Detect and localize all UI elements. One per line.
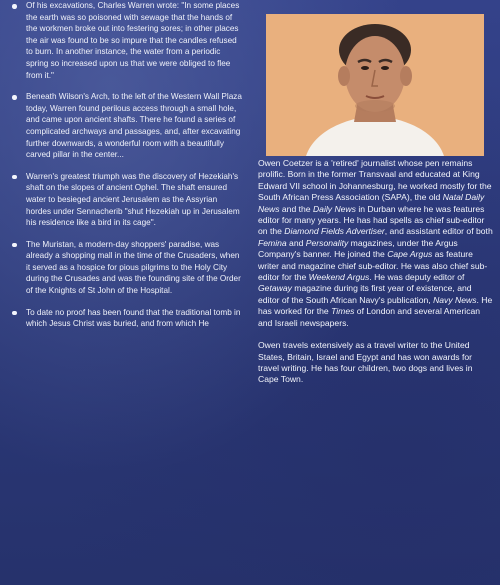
bio-text-segment: and the — [279, 203, 313, 214]
author-portrait-image — [266, 14, 484, 156]
publication-name: Femina — [258, 237, 287, 248]
bullet-text: Beneath Wilson's Arch, to the left of the Western Wall Plaza today, Warren found perilous access through a small hole, and came upon ancient shafts. There he found a series of complicated archways and passages, and, after excavating further downwards, a wonderful room with a beautifully carved pillar in the center... — [26, 92, 242, 160]
bullet-text: The Muristan, a modern-day shoppers' paradise, was already a shopping mall in the time of the Crusaders, when it served as a hospice for pious pilgrims to the Holy City during the Crusades and was the founding site of the Order of the Knights of St John of the Hospital. — [26, 239, 241, 296]
publication-name: Daily News — [312, 203, 356, 214]
bullet-text: Warren's greatest triumph was the discovery of Hezekiah's shaft on the slopes of ancient Ophel. The shaft ensured water to besieged ancient Jerusalem as the Assyrian hordes under Sennacherib "shut Hezekiah up in Jerusalem his residence like a bird in its cage". — [26, 171, 240, 228]
bio-text-segment: magazine during its first year of existence, and editor of the South African Navy's publication, — [258, 283, 472, 305]
bio-paragraph-1 — [258, 158, 494, 329]
bullet-item — [8, 171, 244, 229]
bio-text-segment: , and assistant editor of both — [384, 226, 493, 237]
facts-column — [0, 0, 248, 585]
publication-name: Personality — [305, 237, 349, 248]
publication-name: Navy News — [433, 294, 477, 305]
facts-bullet-list — [8, 0, 244, 340]
bullet-item — [8, 307, 244, 330]
publication-name: Cape Argus — [387, 249, 433, 260]
publication-name: Natal Daily News — [258, 192, 485, 214]
bio-paragraph-2: Owen travels extensively as a travel writer to the United States, Britain, Israel and Egypt and has won awards for travel writing. He has four children, two dogs and lives in Cape Town. — [258, 340, 473, 385]
bullet-text: Of his excavations, Charles Warren wrote: "In some places the earth was so poisoned with sewage that the hands of the workmen broke out into festering sores; in other places the air was found to be so impure that the candles refused to burn. In another instance, the water from a periodic spring so increased upon us that we were obliged to flee from it." — [26, 1, 240, 80]
bio-text-segment: . He was deputy editor of — [369, 272, 465, 283]
publication-name: Weekend Argus — [308, 272, 370, 283]
bio-text-segment: of London and several American and Israeli newspapers. — [258, 306, 481, 328]
author-bio — [258, 158, 494, 397]
bio-text-segment: as feature writer and magazine chief sub-editor. He was also chief sub-editor for the — [258, 249, 488, 283]
bullet-item — [8, 91, 244, 161]
bio-text-segment: and — [286, 237, 306, 248]
bullet-item — [8, 239, 244, 297]
publication-name: Times — [331, 306, 355, 317]
publication-name: Getaway — [258, 283, 292, 294]
author-photo — [266, 14, 484, 156]
bio-text-segment: magazines, under the Argus Company's banner. He joined the — [258, 237, 458, 260]
bullet-item — [8, 0, 244, 81]
publication-name: Diamond Fields Advertiser — [284, 226, 385, 237]
bio-text-segment: Owen Coetzer is a 'retired' journalist whose pen remains prolific. Born in the former Transvaal and educated at King Edward VII school in Johannesburg, he worked mostly for the South African Press Association (SAPA), the old — [258, 158, 492, 203]
bio-text-segment: in Durban where he was features editor for many years. He has had spells as chief sub-editor on the — [258, 203, 485, 237]
bio-text-segment: . He has worked for the — [258, 294, 493, 317]
bullet-text: To date no proof has been found that the traditional tomb in which Jesus Christ was buried, and from which He — [26, 307, 241, 329]
